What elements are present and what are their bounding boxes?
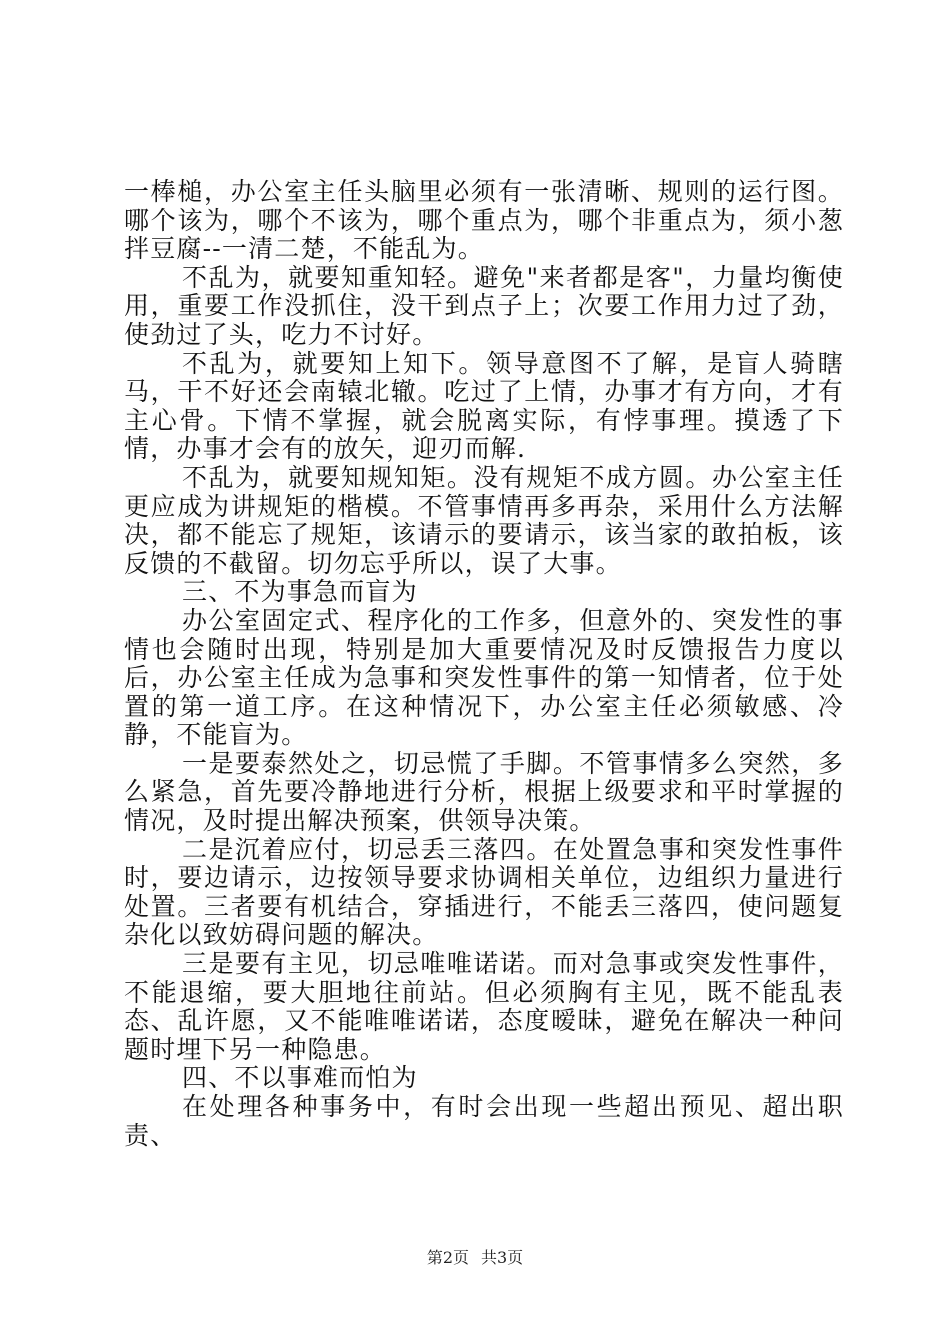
page-number: 第2页 bbox=[426, 1248, 469, 1267]
page-total: 共3页 bbox=[481, 1248, 524, 1267]
page-footer bbox=[0, 1245, 950, 1268]
body-paragraph: 一是要泰然处之，切忌慌了手脚。不管事情多么突然，多么紧急，首先要冷静地进行分析，根据上级要求和平时掌握的情况，及时提出解决预案，供领导决策。 bbox=[124, 748, 844, 836]
body-paragraph: 不乱为，就要知上知下。领导意图不了解，是盲人骑瞎马，干不好还会南辕北辙。吃过了上情，办事才有方向，才有主心骨。下情不掌握，就会脱离实际，有悖事理。摸透了下情，办事才会有的放矢，迎刃而解. bbox=[124, 348, 844, 464]
body-paragraph: 不乱为，就要知重知轻。避免"来者都是客"，力量均衡使用，重要工作没抓住，没干到点子上；次要工作用力过了劲，使劲过了头，吃力不讨好。 bbox=[124, 262, 844, 349]
body-paragraph: 不乱为，就要知规知矩。没有规矩不成方圆。办公室主任更应成为讲规矩的楷模。不管事情再多再杂，采用什么方法解决，都不能忘了规矩，该请示的要请示，该当家的敢拍板，该反馈的不截留。切勿忘乎所以，误了大事。 bbox=[124, 462, 844, 578]
body-paragraph: 一棒槌，办公室主任头脑里必须有一张清晰、规则的运行图。哪个该为，哪个不该为，哪个重点为，哪个非重点为，须小葱拌豆腐--一清二楚，不能乱为。 bbox=[124, 177, 844, 264]
body-paragraph: 四、不以事难而怕为 bbox=[182, 1063, 418, 1093]
body-paragraph: 在处理各种事务中，有时会出现一些超出预见、超出职责、 bbox=[124, 1092, 844, 1150]
body-paragraph: 三、不为事急而盲为 bbox=[182, 577, 418, 607]
body-paragraph: 办公室固定式、程序化的工作多，但意外的、突发性的事情也会随时出现，特别是加大重要情况及时反馈报告力度以后，办公室主任成为急事和突发性事件的第一知情者，位于处置的第一道工序。在这种情况下，办公室主任必须敏感、冷静，不能盲为。 bbox=[124, 605, 844, 750]
body-paragraph: 三是要有主见，切忌唯唯诺诺。而对急事或突发性事件，不能退缩，要大胆地往前站。但必须胸有主见，既不能乱表态、乱许愿，又不能唯唯诺诺，态度暧昧，避免在解决一种问题时埋下另一种隐患。 bbox=[124, 949, 844, 1064]
body-paragraph: 二是沉着应付，切忌丢三落四。在处置急事和突发性事件时，要边请示，边按领导要求协调相关单位，边组织力量进行处置。三者要有机结合，穿插进行，不能丢三落四，使问题复杂化以致妨碍问题的解决。 bbox=[124, 834, 844, 950]
document-body bbox=[124, 178, 844, 1150]
